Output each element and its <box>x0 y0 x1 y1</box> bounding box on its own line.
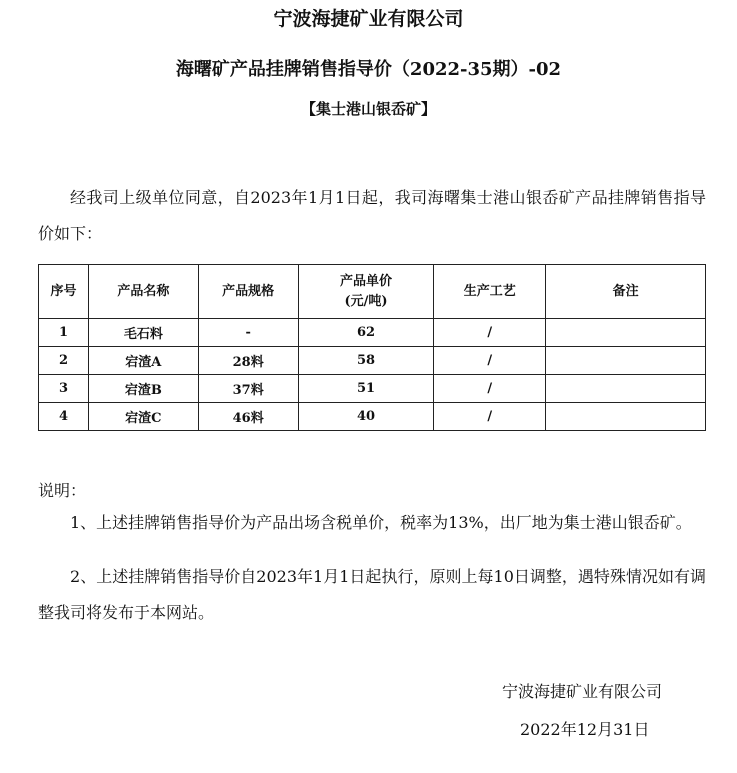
header-remark: 备注 <box>546 265 706 319</box>
cell-seq: 1 <box>39 319 89 347</box>
cell-process: / <box>434 319 546 347</box>
cell-seq: 4 <box>39 403 89 431</box>
cell-process: / <box>434 375 546 403</box>
cell-process: / <box>434 347 546 375</box>
cell-product-spec: 28料 <box>198 347 298 375</box>
company-title: 宁波海捷矿业有限公司 <box>273 8 464 30</box>
price-table <box>38 264 706 431</box>
mine-name: 【集士港山银岙矿】 <box>300 100 436 118</box>
cell-unit-price: 51 <box>298 375 434 403</box>
cell-remark <box>546 403 706 431</box>
cell-product-name: 毛石料 <box>88 319 198 347</box>
cell-seq: 3 <box>39 375 89 403</box>
cell-product-spec: 37料 <box>198 375 298 403</box>
table-row <box>39 403 706 431</box>
cell-product-spec: 46料 <box>198 403 298 431</box>
header-product-name: 产品名称 <box>88 265 198 319</box>
signature-date: 2022年12月31日 <box>520 720 650 739</box>
header-unit-price <box>298 265 434 319</box>
notes-label: 说明： <box>38 481 87 500</box>
table-header-row <box>39 265 706 319</box>
header-unit-price-label: 产品单价 <box>339 273 392 289</box>
table-row <box>39 319 706 347</box>
header-unit-price-unit: (元/吨) <box>344 293 388 309</box>
cell-unit-price: 58 <box>298 347 434 375</box>
table-row <box>39 347 706 375</box>
signature-company: 宁波海捷矿业有限公司 <box>502 682 663 701</box>
cell-remark <box>546 347 706 375</box>
cell-seq: 2 <box>39 347 89 375</box>
cell-product-name: 宕渣C <box>88 403 198 431</box>
cell-unit-price: 40 <box>298 403 434 431</box>
header-process: 生产工艺 <box>434 265 546 319</box>
table-row <box>39 375 706 403</box>
cell-product-name: 宕渣B <box>88 375 198 403</box>
cell-remark <box>546 319 706 347</box>
cell-process: / <box>434 403 546 431</box>
header-seq: 序号 <box>39 265 89 319</box>
document-title: 海曙矿产品挂牌销售指导价（2022-35期）-02 <box>175 59 562 80</box>
cell-remark <box>546 375 706 403</box>
note-item-1: 1、上述挂牌销售指导价为产品出场含税单价，税率为13%，出厂地为集士港山银岙矿。 <box>70 513 692 532</box>
cell-unit-price: 62 <box>298 319 434 347</box>
intro-paragraph: 经我司上级单位同意，自2023年1月1日起，我司海曙集士港山银岙矿产品挂牌销售指导价如下： <box>38 188 706 243</box>
cell-product-spec: - <box>198 319 298 347</box>
note-item-2: 2、上述挂牌销售指导价自2023年1月1日起执行，原则上每10日调整，遇特殊情况如有调整我司将发布于本网站。 <box>38 567 706 622</box>
header-product-spec: 产品规格 <box>198 265 298 319</box>
cell-product-name: 宕渣A <box>88 347 198 375</box>
